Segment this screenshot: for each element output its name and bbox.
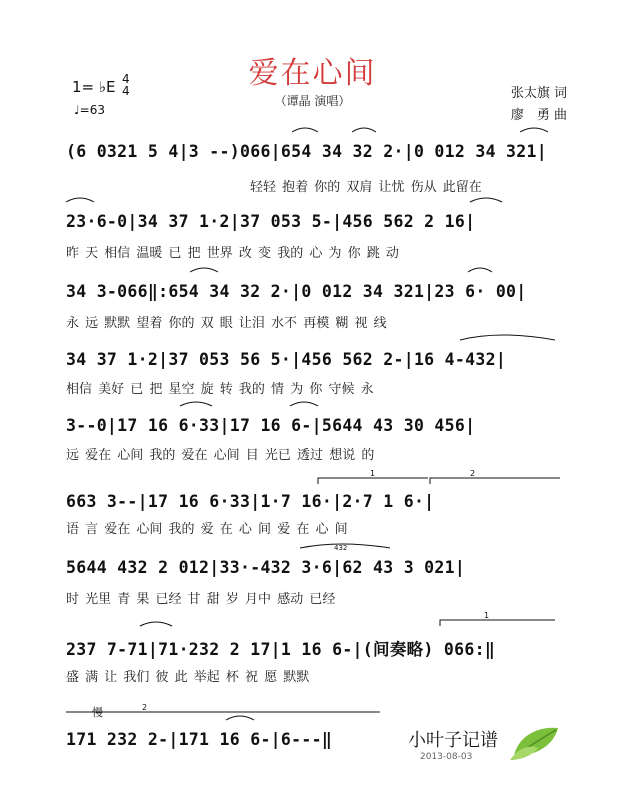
score-line-7: 5644 432 2 012|33·-432 3·6|62 43 3 021| [66, 558, 466, 577]
volta-bracket-3 [440, 620, 555, 626]
lyrics-line-6: 语 言 爱在 心间 我的 爱 在 心 间 爱 在 心 间 [66, 522, 348, 537]
lyrics-line-7: 时 光里 青 果 已经 甘 甜 岁 月中 感动 已经 [66, 592, 336, 607]
volta-bracket-2 [430, 478, 560, 484]
performer-subtitle: （谭晶 演唱） [274, 94, 351, 108]
transcriber-signature: 小叶子记谱 [408, 730, 498, 751]
score-line-9: 171 232 2-|171 16 6-|6---‖ [66, 730, 333, 749]
score-line-5: 3--0|17 16 6·33|17 16 6-|5644 43 30 456| [66, 416, 476, 435]
score-line-3: 34 3-066‖:654 34 32 2·|0 012 34 321|23 6· 00| [66, 282, 527, 301]
slur [66, 198, 94, 202]
slur [520, 128, 548, 132]
volta-label-3: 1 [484, 611, 490, 620]
slur [180, 402, 212, 406]
transcription-date: 2013-08-03 [420, 752, 473, 762]
leaf-icon [508, 722, 564, 762]
slur [352, 128, 376, 132]
volta-label-2: 2 [470, 469, 476, 478]
score-line-1: (6 0321 5 4|3 --)066|654 34 32 2·|0 012 34 321| [66, 142, 547, 161]
slur [292, 128, 318, 132]
time-top: 4 [122, 72, 130, 86]
score-line-8: 237 7-71|71·232 2 17|1 16 6-|(间奏略) 066:‖ [66, 640, 496, 659]
lyrics-line-2: 昨 天 相信 温暖 已 把 世界 改 变 我的 心 为 你 跳 动 [66, 246, 399, 261]
tempo-marking: ♩=63 [74, 103, 105, 117]
slur [140, 622, 172, 626]
lyrics-line-5: 远 爱在 心间 我的 爱在 心间 目 光已 透过 想说 的 [66, 448, 375, 463]
time-bottom: 4 [122, 84, 130, 98]
slur-number: 432 [334, 544, 348, 552]
lyrics-line-4: 相信 美好 已 把 星空 旋 转 我的 情 为 你 守候 永 [66, 382, 374, 397]
volta-label-1: 1 [370, 469, 376, 478]
lyricist-credit: 张太旗 词 [510, 86, 567, 101]
slur [226, 716, 254, 720]
lyrics-line-3: 永 远 默默 望着 你的 双 眼 让泪 水不 再模 糊 视 线 [66, 316, 387, 331]
score-line-6: 663 3--|17 16 6·33|1·7 16·|2·7 1 6·| [66, 492, 435, 511]
slur [290, 402, 318, 406]
page-title: 爱在心间 [248, 56, 377, 91]
composer-credit: 廖 勇 曲 [510, 108, 567, 123]
score-line-2: 23·6-0|34 37 1·2|37 053 5-|456 562 2 16| [66, 212, 476, 231]
slur [468, 268, 492, 272]
key-signature: 1= ♭E [72, 78, 116, 96]
volta-bracket-1 [318, 478, 428, 484]
lyrics-line-8: 盛 满 让 我们 彼 此 举起 杯 祝 愿 默默 [66, 670, 310, 685]
slur [460, 335, 555, 340]
score-line-4: 34 37 1·2|37 053 56 5·|456 562 2-|16 4-432| [66, 350, 507, 369]
lyrics-line-1: 轻轻 抱着 你的 双肩 让忧 伤从 此留在 [250, 180, 482, 195]
tempo-mark-slow: 慢 [92, 706, 103, 719]
volta-label-4: 2 [142, 703, 148, 712]
slur [470, 198, 502, 202]
slur [190, 268, 218, 272]
